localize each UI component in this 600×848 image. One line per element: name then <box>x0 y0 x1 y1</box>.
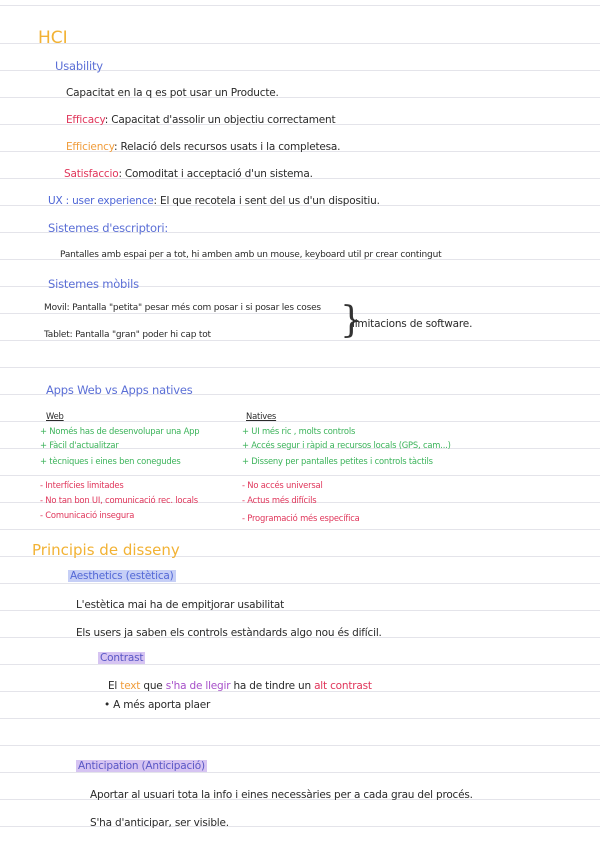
anticipation-line1: Aportar al usuari tota la info i eines necessàries per a cada grau del procés. <box>90 789 473 801</box>
usability-heading: Usability <box>55 59 103 73</box>
brace-label: limitacions de software. <box>352 318 473 330</box>
native-pro-item: + UI més ric , molts controls <box>242 426 356 436</box>
apps-heading: Apps Web vs Apps natives <box>46 383 193 397</box>
web-con-item: - Comunicació insegura <box>40 510 135 520</box>
brace-icon: } <box>340 300 363 341</box>
satisfaction-text: : Comoditat i acceptació d'un sistema. <box>118 168 313 180</box>
efficacy-term: Efficacy <box>66 114 105 126</box>
contrast-line <box>108 680 372 692</box>
satisfaction-term: Satisfaccio <box>64 168 119 180</box>
anticipation-heading-text: Anticipation (Anticipació) <box>78 760 205 772</box>
efficacy-line <box>66 114 335 126</box>
contrast-text-word: text <box>120 680 141 692</box>
mobile-heading: Sistemes mòbils <box>48 277 139 291</box>
native-con-item: - No accés universal <box>242 480 323 490</box>
anticipation-heading <box>76 760 207 772</box>
efficiency-term: Efficiency <box>66 141 114 153</box>
contrast-bullet: • A més aporta plaer <box>104 699 211 711</box>
aesthetics-line2: Els users ja saben els controls estàndards algo nou és difícil. <box>76 627 382 639</box>
aesthetics-heading <box>68 570 176 582</box>
web-title: Web <box>46 411 64 421</box>
native-pro-item: + Accés segur i ràpid a recursos locals (GPS, cam...) <box>242 440 451 450</box>
web-pro-item: + Només has de desenvolupar una App <box>40 426 200 436</box>
contrast-high: alt contrast <box>314 680 372 692</box>
satisfaction-line <box>64 168 313 180</box>
web-pro-item: + tècniques i eines ben conegudes <box>40 456 181 466</box>
ux-line <box>48 195 380 207</box>
contrast-pre: El <box>108 680 121 692</box>
efficiency-line <box>66 141 340 153</box>
anticipation-line2: S'ha d'anticipar, ser visible. <box>90 817 229 829</box>
design-heading: Principis de disseny <box>32 541 180 559</box>
efficacy-text: : Capacitat d'assolir un objectiu correctament <box>104 114 336 126</box>
ux-text: : El que recotela i sent del us d'un dispositiu. <box>153 195 380 207</box>
web-con-item: - No tan bon UI, comunicació rec. locals <box>40 495 198 505</box>
contrast-heading-text: Contrast <box>100 652 144 664</box>
native-pro-item: + Disseny per pantalles petites i controls tàctils <box>242 456 433 466</box>
aesthetics-line1: L'estètica mai ha de empitjorar usabilitat <box>76 599 285 611</box>
contrast-mid: que <box>140 680 166 692</box>
contrast-heading <box>98 652 145 664</box>
aesthetics-heading-text: Aesthetics (estètica) <box>70 570 174 582</box>
page-title: HCI <box>38 28 68 48</box>
web-con-item: - Interfícies limitades <box>40 480 124 490</box>
native-con-item: - Programació més específica <box>242 513 360 523</box>
ux-term: UX : user experience <box>48 195 154 207</box>
contrast-highlight: s'ha de llegir <box>165 680 231 692</box>
mobile-movil: Movil: Pantalla "petita" pesar més com posar i si posar les coses <box>44 303 321 313</box>
native-con-item: - Actus més difícils <box>242 495 317 505</box>
mobile-tablet: Tablet: Pantalla "gran" poder hi cap tot <box>44 330 211 340</box>
desktop-heading: Sistemes d'escriptori: <box>48 221 169 235</box>
efficiency-text: : Relació dels recursos usats i la completesa. <box>113 141 341 153</box>
native-title: Natives <box>246 411 277 421</box>
contrast-post: ha de tindre un <box>230 680 315 692</box>
usability-definition: Capacitat en la q es pot usar un Producte. <box>66 87 279 99</box>
desktop-text: Pantalles amb espai per a tot, hi amben amb un mouse, keyboard util pr crear contingut <box>60 250 442 260</box>
web-pro-item: + Fàcil d'actualitzar <box>40 440 119 450</box>
